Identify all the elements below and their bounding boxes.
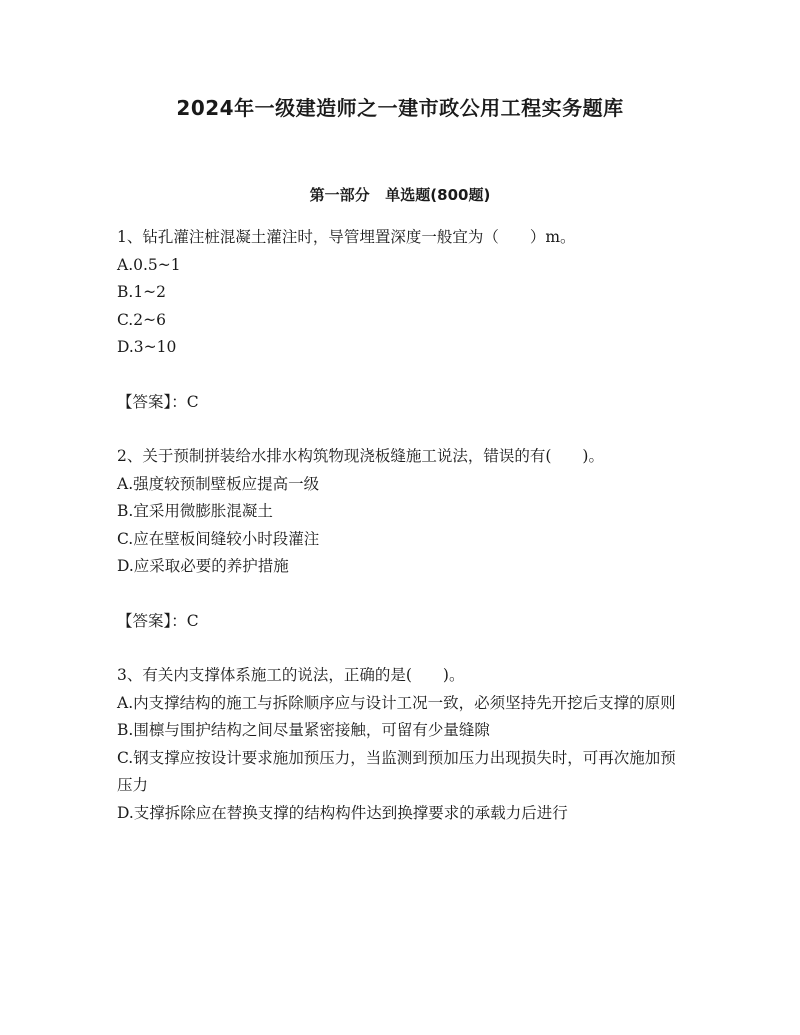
question-stem: 2、关于预制拼装给水排水构筑物现浇板缝施工说法，错误的有( )。 xyxy=(117,447,604,465)
option-c: C.2~6 xyxy=(117,310,166,329)
option-d: D.支撑拆除应在替换支撑的结构构件达到换撑要求的承载力后进行 xyxy=(117,803,568,822)
option-d: D.3~10 xyxy=(117,338,177,356)
spacer xyxy=(117,635,677,662)
option-d: D.应采取必要的养护措施 xyxy=(117,557,289,575)
option-b: B.围檩与围护结构之间尽量紧密接触，可留有少量缝隙 xyxy=(117,721,490,739)
answer-1: 【答案】：C xyxy=(117,392,199,411)
question-2 xyxy=(117,443,677,581)
question-list xyxy=(117,224,677,827)
option-b: B.1~2 xyxy=(117,283,167,301)
question-3 xyxy=(117,662,677,827)
spacer xyxy=(117,416,677,443)
option-a: A.内支撑结构的施工与拆除顺序应与设计工况一致，必须坚持先开挖后支撑的原则 xyxy=(117,693,676,712)
option-c: C.钢支撑应按设计要求施加预压力，当监测到预加压力出现损失时，可再次施加预压力 xyxy=(117,748,676,794)
spacer xyxy=(117,581,677,608)
option-b: B.宜采用微膨胀混凝土 xyxy=(117,502,273,520)
question-1 xyxy=(117,224,677,362)
question-stem: 3、有关内支撑体系施工的说法，正确的是( )。 xyxy=(117,666,465,684)
section-heading: 第一部分 单选题(800题) xyxy=(309,186,491,204)
option-a: A.0.5~1 xyxy=(117,255,181,274)
option-c: C.应在壁板间缝较小时段灌注 xyxy=(117,529,320,548)
question-stem: 1、钻孔灌注桩混凝土灌注时，导管埋置深度一般宜为（ ）m。 xyxy=(117,228,576,246)
document-title: 2024年一级建造师之一建市政公用工程实务题库 xyxy=(176,96,624,120)
spacer xyxy=(117,362,677,389)
option-a: A.强度较预制壁板应提高一级 xyxy=(117,474,320,493)
answer-2: 【答案】：C xyxy=(117,611,199,630)
